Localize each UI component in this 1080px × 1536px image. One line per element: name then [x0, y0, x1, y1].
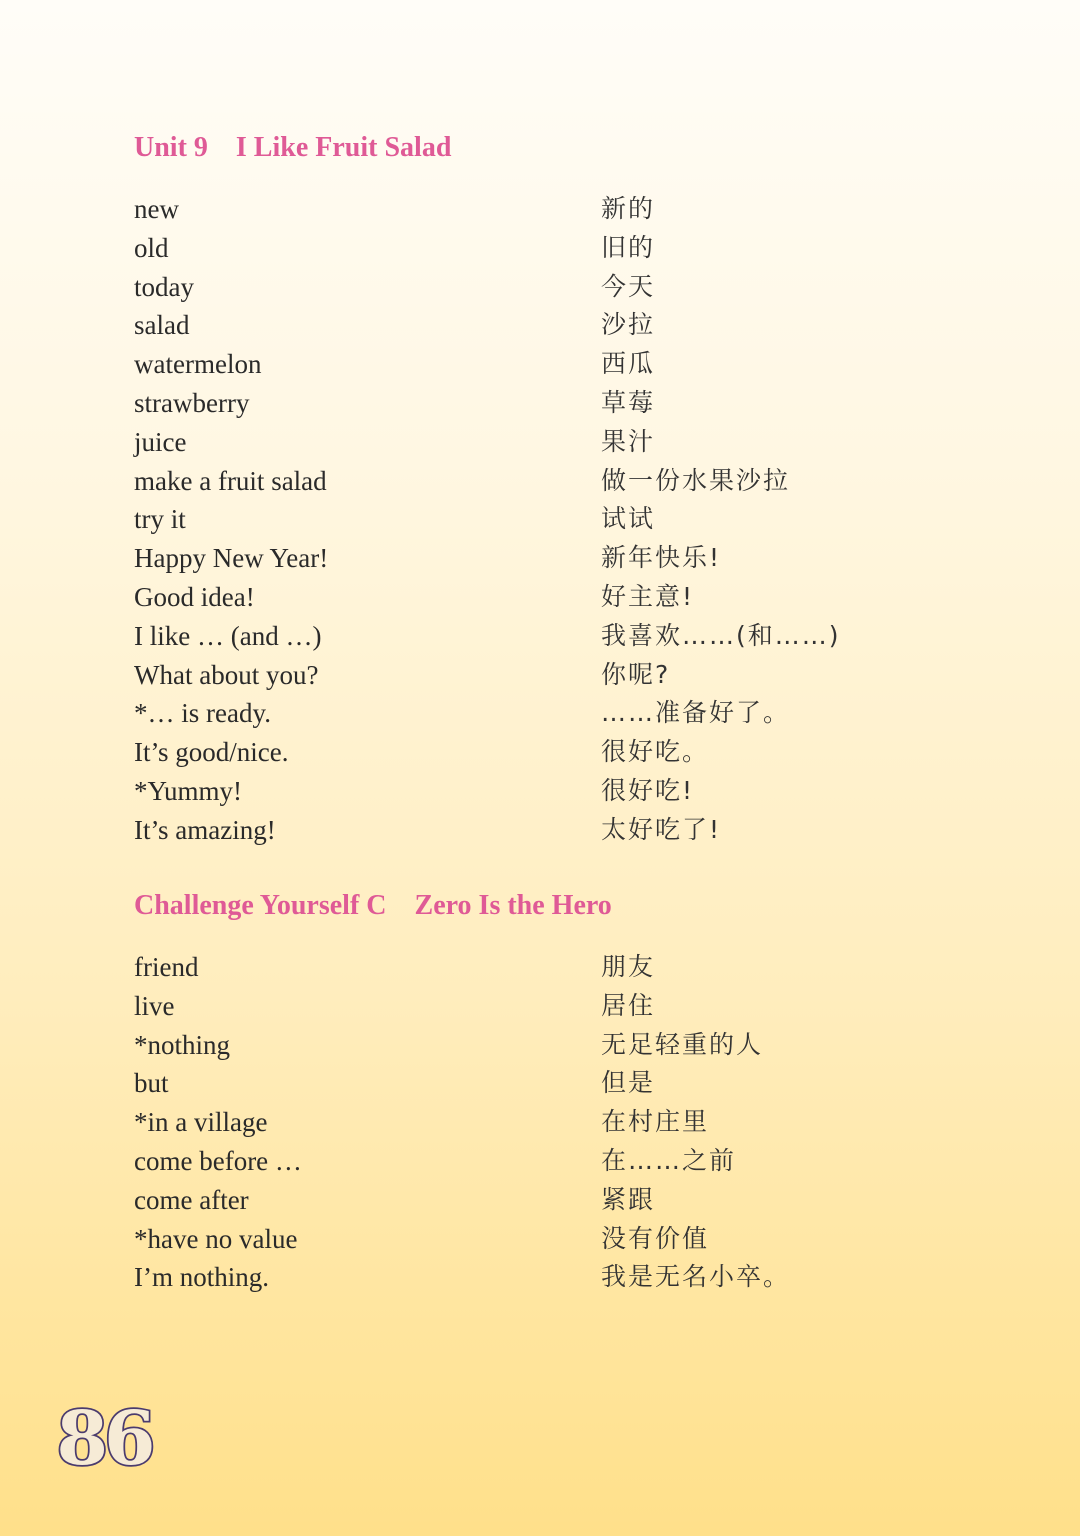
- chinese-meaning: 你呢?: [601, 659, 671, 689]
- english-term: try it: [134, 504, 186, 535]
- english-term: today: [134, 271, 194, 302]
- vocab-list: [134, 948, 1034, 1297]
- english-term: *Yummy!: [134, 775, 242, 806]
- unit-label: Unit 9: [134, 132, 208, 163]
- unit-title: Zero Is the Hero: [414, 890, 612, 921]
- chinese-meaning: 但是: [601, 1068, 656, 1098]
- chinese-meaning: 好主意!: [601, 581, 695, 611]
- chinese-meaning: 西瓜: [601, 349, 656, 379]
- english-term: strawberry: [134, 387, 250, 418]
- chinese-meaning: 旧的: [601, 232, 656, 262]
- chinese-meaning: 我喜欢……(和……): [601, 620, 841, 650]
- english-term: *in a village: [134, 1107, 268, 1138]
- vocab-row: [134, 268, 1034, 307]
- chinese-meaning: 沙拉: [601, 310, 656, 340]
- page-number-text: 86: [56, 1400, 152, 1480]
- unit-label: Challenge Yourself C: [134, 890, 387, 921]
- english-term: It’s amazing!: [134, 814, 276, 845]
- vocab-row: [134, 656, 1034, 695]
- vocab-row: [134, 1064, 1034, 1103]
- vocab-row: [134, 1026, 1034, 1065]
- vocab-row: [134, 1103, 1034, 1142]
- unit-heading: [134, 886, 1034, 926]
- unit-heading: [134, 128, 1034, 168]
- english-term: juice: [134, 426, 187, 457]
- vocab-row: [134, 1258, 1034, 1297]
- vocab-row: [134, 948, 1034, 987]
- vocab-row: [134, 190, 1034, 229]
- english-term: watermelon: [134, 349, 262, 380]
- chinese-meaning: 我是无名小卒。: [601, 1262, 791, 1292]
- vocab-row: [134, 578, 1034, 617]
- english-term: live: [134, 990, 175, 1021]
- chinese-meaning: ……准备好了。: [601, 698, 791, 728]
- vocab-row: [134, 617, 1034, 656]
- english-term: salad: [134, 310, 190, 341]
- chinese-meaning: 无足轻重的人: [601, 1029, 764, 1059]
- vocab-row: [134, 345, 1034, 384]
- chinese-meaning: 新的: [601, 194, 656, 223]
- english-term: Good idea!: [134, 581, 255, 612]
- english-term: friend: [134, 952, 199, 982]
- vocab-row: [134, 539, 1034, 578]
- english-term: What about you?: [134, 659, 319, 690]
- english-term: I’m nothing.: [134, 1262, 269, 1293]
- chinese-meaning: 今天: [601, 271, 656, 301]
- vocab-row: [134, 694, 1034, 733]
- english-term: come before …: [134, 1145, 302, 1176]
- vocab-row: [134, 733, 1034, 772]
- challenge-c-section: [134, 886, 1034, 1297]
- english-term: new: [134, 194, 179, 224]
- vocab-row: [134, 384, 1034, 423]
- unit-9-section: [134, 128, 1034, 850]
- vocab-row: [134, 772, 1034, 811]
- english-term: but: [134, 1068, 169, 1099]
- english-term: *nothing: [134, 1029, 231, 1060]
- vocab-row: [134, 811, 1034, 850]
- english-term: *have no value: [134, 1223, 298, 1254]
- chinese-meaning: 没有价值: [601, 1223, 710, 1253]
- chinese-meaning: 居住: [601, 990, 656, 1020]
- english-term: make a fruit salad: [134, 465, 327, 496]
- english-term: It’s good/nice.: [134, 737, 289, 768]
- vocab-row: [134, 306, 1034, 345]
- chinese-meaning: 太好吃了!: [601, 814, 722, 844]
- chinese-meaning: 在村庄里: [601, 1107, 710, 1137]
- english-term: Happy New Year!: [134, 543, 329, 574]
- vocab-row: [134, 462, 1034, 501]
- chinese-meaning: 试试: [601, 504, 656, 534]
- page-number: [56, 1400, 156, 1480]
- vocab-row: [134, 229, 1034, 268]
- chinese-meaning: 做一份水果沙拉: [601, 465, 791, 495]
- vocab-row: [134, 987, 1034, 1026]
- chinese-meaning: 草莓: [601, 387, 656, 417]
- english-term: come after: [134, 1184, 249, 1215]
- chinese-meaning: 很好吃!: [601, 775, 695, 805]
- vocab-row: [134, 1181, 1034, 1220]
- english-term: I like … (and …): [134, 620, 322, 651]
- vocab-list: [134, 190, 1034, 850]
- vocab-row: [134, 1142, 1034, 1181]
- chinese-meaning: 新年快乐!: [601, 543, 722, 573]
- vocab-row: [134, 423, 1034, 462]
- chinese-meaning: 紧跟: [601, 1184, 656, 1214]
- vocab-row: [134, 500, 1034, 539]
- chinese-meaning: 果汁: [601, 426, 656, 456]
- chinese-meaning: 在……之前: [601, 1145, 737, 1175]
- unit-title: I Like Fruit Salad: [235, 132, 452, 163]
- chinese-meaning: 很好吃。: [601, 737, 710, 767]
- vocab-row: [134, 1220, 1034, 1259]
- english-term: *… is ready.: [134, 698, 271, 729]
- english-term: old: [134, 232, 169, 263]
- chinese-meaning: 朋友: [601, 952, 656, 981]
